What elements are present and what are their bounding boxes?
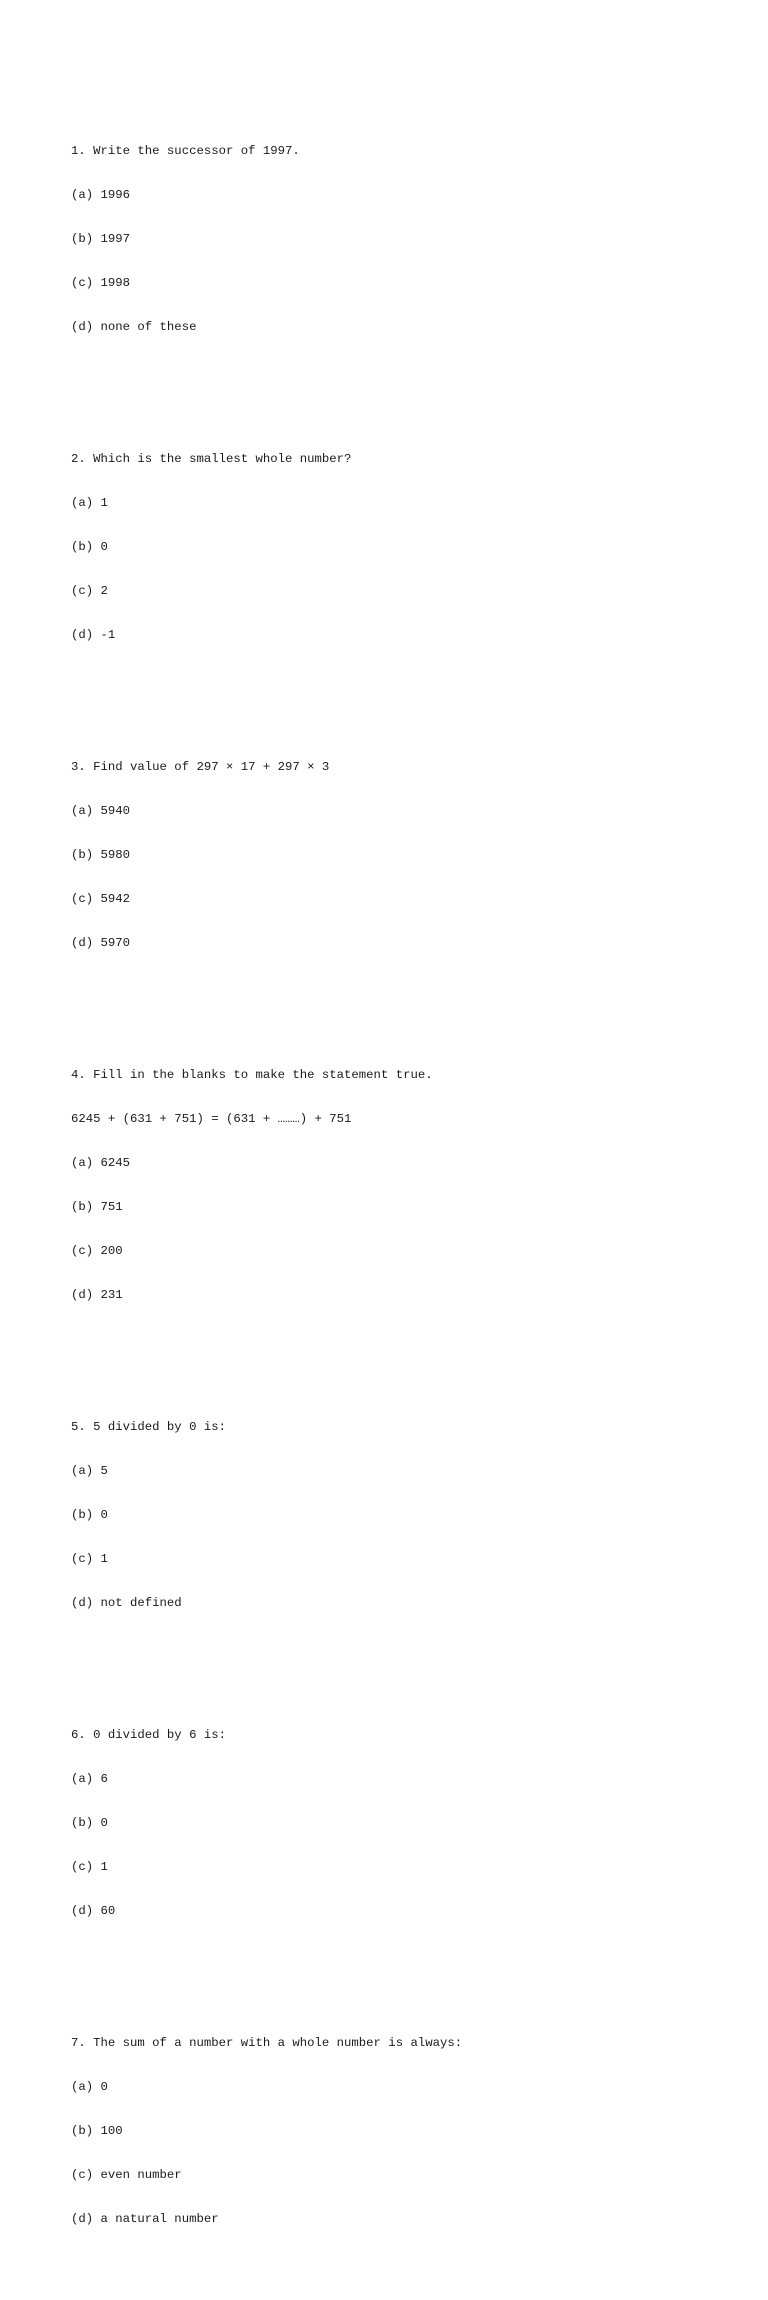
option-d: (d) -1 [71, 628, 116, 643]
question-2 [71, 423, 711, 672]
option-c: (c) even number [71, 2168, 182, 2183]
question-text: 7. The sum of a number with a whole number is always: [71, 2036, 463, 2051]
question-text: 1. Write the successor of 1997. [71, 144, 300, 159]
option-d: (d) 60 [71, 1904, 116, 1919]
option-a: (a) 5 [71, 1464, 108, 1479]
option-b: (b) 5980 [71, 848, 131, 863]
option-a: (a) 1996 [71, 188, 131, 203]
option-c: (c) 2 [71, 584, 108, 599]
question-text: 5. 5 divided by 0 is: [71, 1420, 226, 1435]
worksheet-page [71, 71, 711, 2300]
question-equation: 6245 + (631 + 751) = (631 + ………) + 751 [71, 1112, 352, 1127]
option-c: (c) 5942 [71, 892, 131, 907]
question-text: 4. Fill in the blanks to make the statement true. [71, 1068, 433, 1083]
question-1 [71, 115, 711, 364]
option-a: (a) 1 [71, 496, 108, 511]
option-b: (b) 0 [71, 540, 108, 555]
option-b: (b) 100 [71, 2124, 123, 2139]
option-d: (d) 231 [71, 1288, 123, 1303]
option-b: (b) 751 [71, 1200, 123, 1215]
option-c: (c) 1 [71, 1552, 108, 1567]
option-b: (b) 0 [71, 1816, 108, 1831]
option-c: (c) 1 [71, 1860, 108, 1875]
question-3 [71, 731, 711, 980]
option-a: (a) 5940 [71, 804, 131, 819]
option-a: (a) 6245 [71, 1156, 131, 1171]
question-5 [71, 1391, 711, 1640]
option-b: (b) 0 [71, 1508, 108, 1523]
question-6 [71, 1699, 711, 1948]
option-c: (c) 200 [71, 1244, 123, 1259]
option-d: (d) 5970 [71, 936, 131, 951]
question-text: 3. Find value of 297 × 17 + 297 × 3 [71, 760, 330, 775]
question-text: 6. 0 divided by 6 is: [71, 1728, 226, 1743]
option-d: (d) none of these [71, 320, 197, 335]
option-d: (d) a natural number [71, 2212, 219, 2227]
option-a: (a) 0 [71, 2080, 108, 2095]
question-4 [71, 1039, 711, 1332]
option-d: (d) not defined [71, 1596, 182, 1611]
question-7 [71, 2007, 711, 2256]
option-b: (b) 1997 [71, 232, 131, 247]
question-text: 2. Which is the smallest whole number? [71, 452, 352, 467]
option-c: (c) 1998 [71, 276, 131, 291]
option-a: (a) 6 [71, 1772, 108, 1787]
